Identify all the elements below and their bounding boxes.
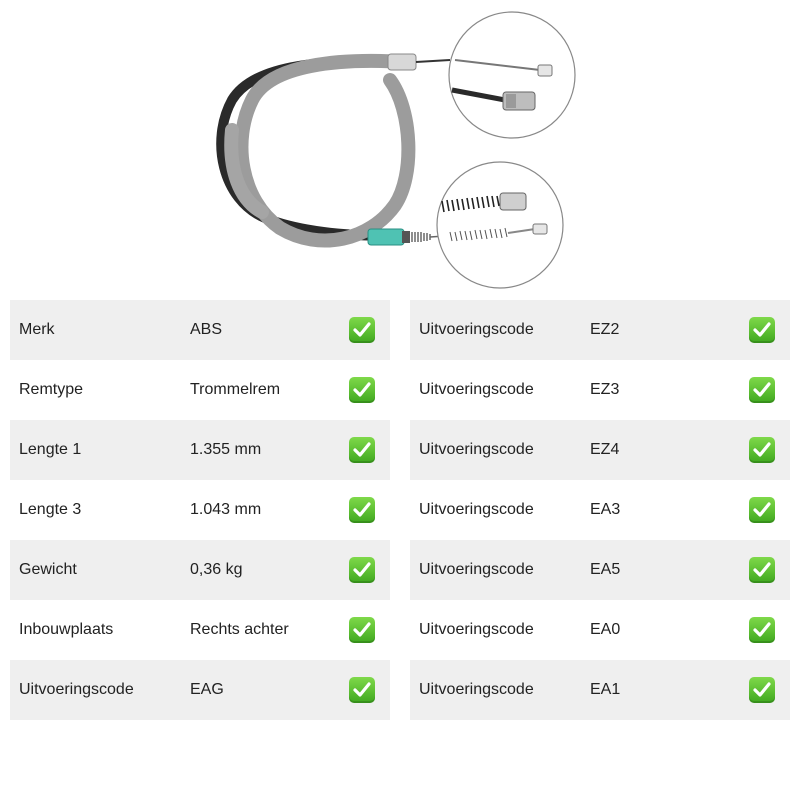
check-mark-icon xyxy=(749,617,775,643)
spec-value: 1.043 mm xyxy=(190,501,262,518)
table-row xyxy=(410,360,790,420)
spec-table-left xyxy=(10,300,390,720)
check-mark-icon xyxy=(349,677,375,703)
check-mark-icon xyxy=(749,317,775,343)
spec-value: Trommelrem xyxy=(190,381,281,398)
check-mark-icon xyxy=(749,437,775,463)
table-row xyxy=(10,300,390,360)
spec-value: EA0 xyxy=(590,621,621,638)
spec-label: Uitvoeringscode xyxy=(419,381,534,398)
spec-value: Rechts achter xyxy=(190,621,289,638)
spec-label: Uitvoeringscode xyxy=(419,561,534,578)
table-row xyxy=(410,300,790,360)
spec-label: Remtype xyxy=(19,381,84,398)
spec-label: Uitvoeringscode xyxy=(419,441,534,458)
table-row xyxy=(10,360,390,420)
product-image xyxy=(0,0,800,300)
table-row xyxy=(10,600,390,660)
check-mark-icon xyxy=(749,497,775,523)
table-row xyxy=(10,540,390,600)
check-mark-icon xyxy=(349,557,375,583)
spec-label: Merk xyxy=(19,321,55,338)
table-row xyxy=(10,480,390,540)
table-row xyxy=(410,480,790,540)
table-row xyxy=(410,420,790,480)
table-row xyxy=(10,420,390,480)
spec-value: EZ4 xyxy=(590,441,620,458)
check-mark-icon xyxy=(349,377,375,403)
spec-label: Lengte 3 xyxy=(19,501,82,518)
spec-label: Lengte 1 xyxy=(19,441,82,458)
check-mark-icon xyxy=(349,497,375,523)
spec-table-right xyxy=(410,300,790,720)
spec-value: 1.355 mm xyxy=(190,441,262,458)
spec-value: EAG xyxy=(190,681,224,698)
spec-label: Uitvoeringscode xyxy=(419,621,534,638)
spec-value: 0,36 kg xyxy=(190,561,243,578)
check-mark-icon xyxy=(749,677,775,703)
spec-label: Uitvoeringscode xyxy=(419,681,534,698)
check-mark-icon xyxy=(349,437,375,463)
check-mark-icon xyxy=(749,377,775,403)
spec-label: Uitvoeringscode xyxy=(19,681,134,698)
spec-label: Inbouwplaats xyxy=(19,621,114,638)
spec-value: EZ3 xyxy=(590,381,620,398)
spec-label: Uitvoeringscode xyxy=(419,501,534,518)
table-row xyxy=(10,660,390,720)
table-row xyxy=(410,540,790,600)
spec-label: Gewicht xyxy=(19,561,77,578)
check-mark-icon xyxy=(349,317,375,343)
spec-value: EA5 xyxy=(590,561,621,578)
spec-value: EZ2 xyxy=(590,321,620,338)
table-row xyxy=(410,600,790,660)
check-mark-icon xyxy=(349,617,375,643)
spec-value: ABS xyxy=(190,321,223,338)
table-row xyxy=(410,660,790,720)
spec-value: EA3 xyxy=(590,501,621,518)
check-mark-icon xyxy=(749,557,775,583)
spec-label: Uitvoeringscode xyxy=(419,321,534,338)
spec-value: EA1 xyxy=(590,681,621,698)
